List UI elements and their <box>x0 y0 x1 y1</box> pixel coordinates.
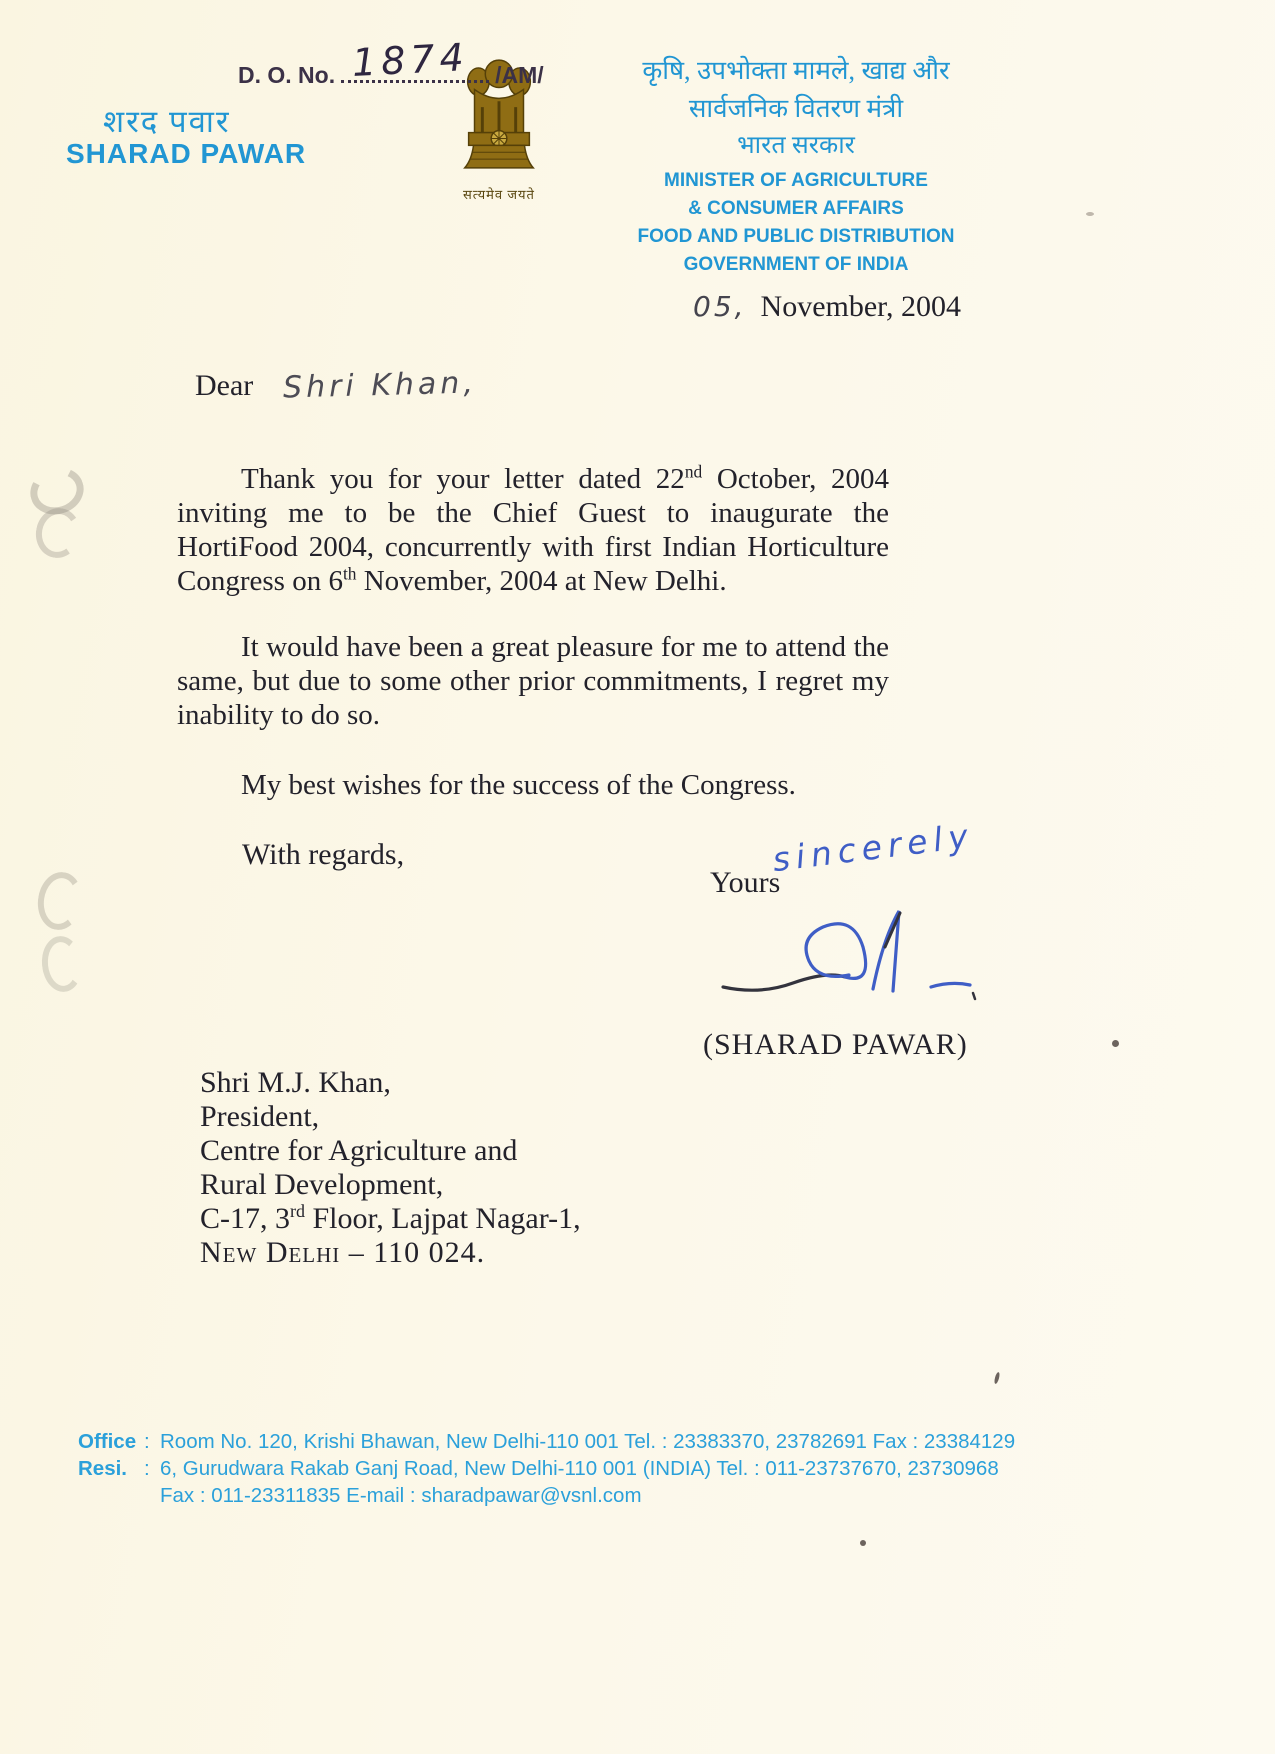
ministry-english-line1: MINISTER OF AGRICULTURE <box>664 170 928 191</box>
sender-name-hindi: शरद पवार <box>103 104 231 139</box>
paragraph-1-seg3: November, 2004 at New Delhi. <box>356 565 727 597</box>
paragraph-1-sup1: nd <box>684 461 703 482</box>
ministry-hindi-line1: कृषि, उपभोक्ता मामले, खाद्य और <box>642 56 950 85</box>
scan-smudge <box>24 461 90 521</box>
scan-speck <box>1112 1040 1119 1047</box>
do-number-handwritten: 1874 <box>350 34 470 86</box>
footer-resi-line <box>78 1455 1015 1482</box>
recipient-line-name: Shri M.J. Khan, <box>200 1066 391 1099</box>
ministry-english-line2: & CONSUMER AFFAIRS <box>688 198 904 219</box>
scan-smudge <box>34 869 86 933</box>
recipient-street-sup: rd <box>290 1201 305 1221</box>
date-line <box>693 290 961 324</box>
footer-office-line <box>78 1428 1015 1455</box>
footer-resi-colon: : <box>144 1457 150 1480</box>
paragraph-2 <box>177 630 889 732</box>
footer-office-text: Room No. 120, Krishi Bhawan, New Delhi-110 001 Tel. : 23383370, 23782691 Fax : 23384129 <box>160 1430 1016 1453</box>
footer-fax-email-line: Fax : 011-23311835 E-mail : sharadpawar@vsnl.com <box>160 1484 642 1507</box>
salutation <box>195 365 478 406</box>
paragraph-1-seg1: Thank you for your letter dated 22 <box>241 463 685 495</box>
closing-yours-typed: Yours <box>710 866 781 899</box>
do-number-label: D. O. No. <box>238 62 336 88</box>
date-typed: November, 2004 <box>760 290 961 323</box>
recipient-line-org2: Rural Development, <box>200 1168 444 1201</box>
recipient-street-seg1: C-17, 3 <box>200 1202 290 1235</box>
sender-name-english: SHARAD PAWAR <box>66 138 307 169</box>
paragraph-2-text: It would have been a great pleasure for me to attend the same, but due to some other prior commitments, I regret my inability to do so. <box>177 631 889 731</box>
paragraph-3-text: My best wishes for the success of the Congress. <box>241 769 796 801</box>
salutation-typed: Dear <box>195 369 254 402</box>
scan-speck <box>860 1540 866 1546</box>
signature-scrawl-icon <box>715 895 1015 1005</box>
paragraph-1 <box>177 462 889 598</box>
footer-office-label: Office <box>78 1430 137 1453</box>
recipient-line-org1: Centre for Agriculture and <box>200 1134 518 1167</box>
footer-resi-text: 6, Gurudwara Rakab Ganj Road, New Delhi-110 001 (INDIA) Tel. : 011-23737670, 23730968 <box>160 1457 999 1480</box>
do-number-suffix: /AM/ <box>495 62 544 88</box>
date-day-handwritten: 05, <box>693 290 747 323</box>
paragraph-3 <box>177 768 889 802</box>
ministry-english-line3: FOOD AND PUBLIC DISTRIBUTION <box>637 226 955 247</box>
recipient-address <box>200 1066 581 1270</box>
recipient-line-title: President, <box>200 1100 320 1133</box>
paragraph-1-seg2: October, 2004 inviting me to be the Chief Guest to inaugurate the HortiFood 2004, concurrently with first Indian Horticulture Congress on 6 <box>177 463 889 597</box>
footer-contact-block <box>78 1428 1015 1509</box>
closing-sincerely-handwritten: sincerely <box>770 815 976 880</box>
scan-smudge <box>39 934 85 994</box>
recipient-line-street <box>200 1202 581 1236</box>
ministry-hindi-line2: सार्वजनिक वितरण मंत्री <box>688 94 904 123</box>
paragraph-1-sup2: th <box>342 563 357 584</box>
paragraph-1-text <box>177 462 889 598</box>
scan-smudge <box>32 505 84 562</box>
signatory-name: (SHARAD PAWAR) <box>703 1028 968 1061</box>
recipient-street-seg2: Floor, Lajpat Nagar-1, <box>305 1202 581 1235</box>
ministry-english-line4: GOVERNMENT OF INDIA <box>683 254 909 275</box>
scan-speck <box>994 1372 1001 1385</box>
ministry-hindi-line3: भारत सरकार <box>737 132 855 159</box>
ministry-block <box>636 52 956 276</box>
closing-regards: With regards, <box>242 838 405 871</box>
footer-resi-label: Resi. <box>78 1457 127 1480</box>
salutation-handwritten: Shri Khan, <box>282 365 478 406</box>
emblem-motto: सत्यमेव जयते <box>463 187 535 202</box>
scan-speck <box>1086 212 1094 216</box>
recipient-line-city: New Delhi – 110 024. <box>200 1236 486 1269</box>
footer-office-colon: : <box>144 1430 150 1453</box>
